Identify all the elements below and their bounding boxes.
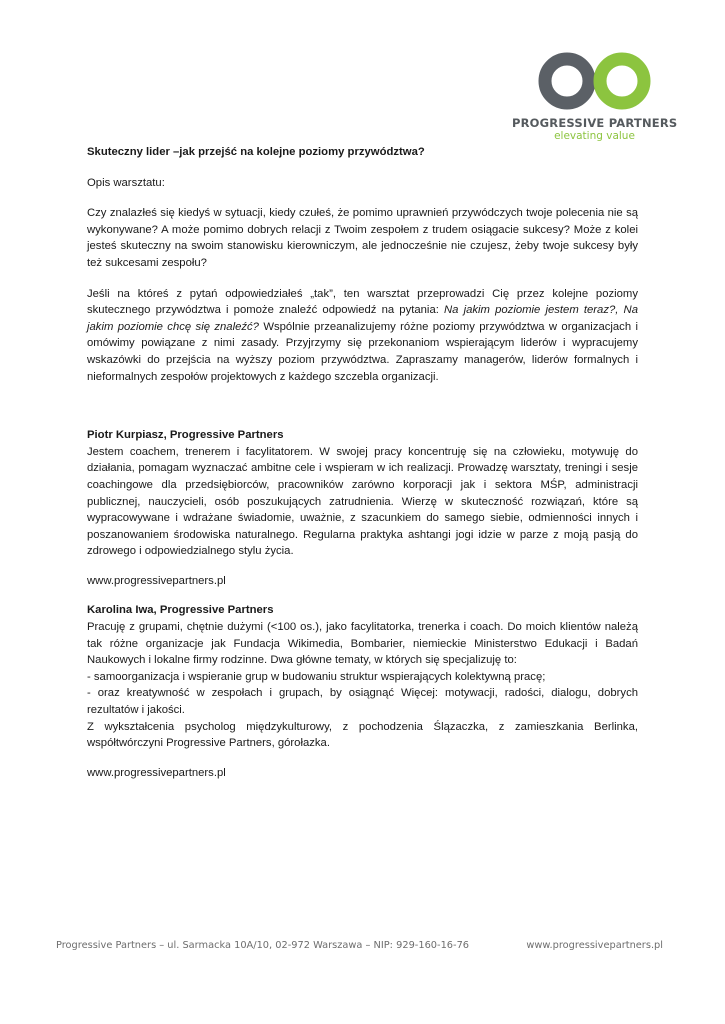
trainer-profile [87,427,638,589]
infinity-icon [527,48,662,112]
trainer-topic: - samoorganizacja i wspieranie grup w budowaniu struktur wspierających kolektywną pracę; [87,670,546,683]
workshop-text-after: Wspólnie przeanalizujemy różne poziomy przywództwa w organizacjach i omówimy powiązane z nimi zasady. Przyjrzymy się przekonaniom wspierającym liderów i wypracujemy wskazówki do przejścia na wyższy poziom przywództwa. Zapraszamy managerów, liderów formalnych i nieformalnych zespołów projektowych z każdego szczebla organizacji. [87,320,638,383]
intro-paragraph: Czy znalazłeś się kiedyś w sytuacji, kiedy czułeś, że pomimo uprawnień przywódczych twoje polecenia nie są wykonywane? A może pomimo dobrych relacji z Twoim zespołem z trudem osiągacie sukcesy? Może z kolei jesteś skuteczny na swoim stanowisku kierowniczym, ale jednocześnie nie czujesz, żeby twoje sukcesy były też sukcesami zespołu? [87,207,638,269]
trainer-website-link[interactable]: www.progressivepartners.pl [87,574,226,587]
footer-website-link[interactable]: www.progressivepartners.pl [526,940,663,951]
company-logo [512,48,677,148]
trainer-website-link[interactable]: www.progressivepartners.pl [87,766,226,779]
document-title: Skuteczny lider –jak przejść na kolejne poziomy przywództwa? [87,146,425,158]
workshop-paragraph [87,286,638,386]
trainer-topic: - oraz kreatywność w zespołach i grupach, by osiągnąć Więcej: motywacji, radości, dialogu, dobrych rezultatów i jakości. [87,687,638,717]
trainer-bio: Pracuję z grupami, chętnie dużymi (<100 os.), jako facylitatorka, trenerka i coach. Do moich klientów należą tak różne organizacje jak Fundacja Wikimedia, Bombarier, niemieckie Ministerstwo Edukacji i Badań Naukowych i lokalne firmy rodzinne. Dwa główne tematy, w których się specjalizuję to: [87,621,638,667]
document-body [87,144,638,781]
logo-right-loop [600,59,644,103]
workshop-text-before: Jeśli na któreś z pytań odpowiedziałeś „tak”, ten warsztat przeprowadzi Cię przez kolejne poziomy skutecznego przywództwa i pomoże znaleźć odpowiedź na pytania: [87,287,638,317]
trainer-heading: Karolina Iwa, Progressive Partners [87,604,274,617]
workshop-questions: Na jakim poziomie jestem teraz?, Na jakim poziomie chcę się znaleźć? [87,304,638,333]
trainer-bio: Jestem coachem, trenerem i facylitatorem. W swojej pracy koncentruję się na człowieku, motywuję do działania, pomagam wyznaczać ambitne cele i wspieram w ich realizacji. Prowadzę warsztaty, treningi i sesje coachingowe dla przedsiębiorców, pracowników zarówno korporacji jak i sektora MŚP, administracji publicznej, nauczycieli, osób poszukujących zatrudnienia. Wierzę w skuteczność rozwiązań, które są wypracowywane i wdrażane świadomie, uważnie, z szacunkiem do samego siebie, odmienności innych i poszanowaniem środowiska naturalnego. Regularna praktyka ashtangi jogi idzie w parze z moją pasją do zdrowego i odpowiedzialnego stylu życia. [87,445,638,558]
logo-tagline: elevating value [554,130,635,142]
trainer-profile [87,602,638,781]
logo-company-name: PROGRESSIVE PARTNERS [512,116,678,130]
footer-address: Progressive Partners – ul. Sarmacka 10A/10, 02-972 Warszawa – NIP: 929-160-16-76 [56,940,470,951]
workshop-label: Opis warsztatu: [87,176,165,189]
trainer-heading: Piotr Kurpiasz, Progressive Partners [87,429,284,442]
logo-left-loop [545,59,589,103]
trainer-education: Z wykształcenia psycholog międzykulturowy, z pochodzenia Ślązaczka, z zamieszkania Berlinka, współtwórczyni Progressive Partners, górołazka. [87,720,638,750]
